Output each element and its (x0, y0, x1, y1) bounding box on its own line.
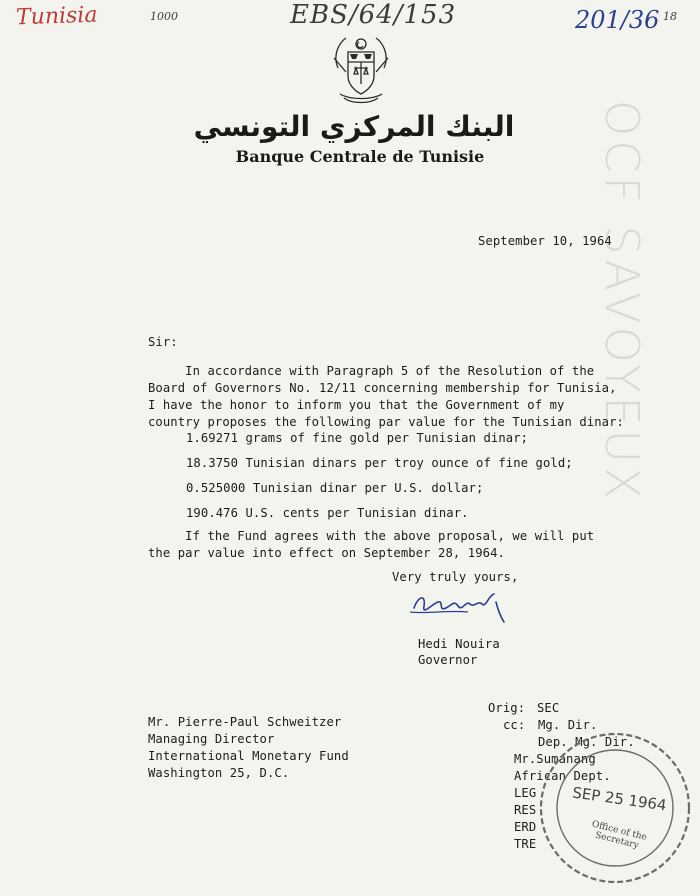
addressee-block (148, 714, 349, 782)
addressee-line: Mr. Pierre-Paul Schweitzer (148, 715, 342, 729)
body-line: I have the honor to inform you that the Government of my (148, 398, 565, 412)
par-value-list (186, 430, 573, 522)
letterhead-french-name: Banque Centrale de Tunisie (235, 147, 485, 166)
handwritten-file-number: 201/36 (575, 6, 660, 34)
handwritten-file-suffix: 18 (663, 10, 677, 23)
signature (408, 586, 518, 626)
orig-value: SEC (537, 701, 560, 715)
received-stamp-office: Office of the Secretary (590, 819, 648, 852)
body-line: country proposes the following par value for the Tunisian dinar: (148, 415, 624, 429)
addressee-line: Managing Director (148, 732, 275, 746)
addressee-line: Washington 25, D.C. (148, 766, 290, 780)
cc-item: TRE (514, 837, 537, 851)
intro-paragraph (148, 363, 624, 431)
handwritten-country-mark: Tunisia (15, 2, 98, 31)
vertical-stamp-text: OCF SAVOYEUX (595, 100, 649, 503)
cc-item: African Dept. (514, 769, 611, 783)
cc-label: cc: (503, 718, 526, 732)
par-value-item: 18.3750 Tunisian dinars per troy ounce of fine gold; (186, 456, 573, 470)
signatory-title: Governor (418, 653, 478, 667)
received-stamp (535, 728, 695, 888)
cc-item: RES (514, 803, 537, 817)
cc-item: Mg. Dir. (538, 718, 598, 732)
closing-paragraph (148, 528, 594, 562)
body-line: the par value into effect on September 28, 1964. (148, 546, 505, 560)
par-value-item: 190.476 U.S. cents per Tunisian dinar. (186, 506, 469, 520)
handwritten-document-number: EBS/64/153 (290, 0, 457, 30)
signatory-name: Hedi Nouira (418, 637, 500, 651)
body-line: In accordance with Paragraph 5 of the Resolution of the (148, 364, 595, 378)
par-value-item: 0.525000 Tunisian dinar per U.S. dollar; (186, 481, 484, 495)
orig-label: Orig: (488, 701, 526, 715)
cc-item: ERD (514, 820, 537, 834)
cc-item: LEG (514, 786, 537, 800)
salutation: Sir: (148, 335, 178, 349)
par-value-item: 1.69271 grams of fine gold per Tunisian dinar; (186, 431, 529, 445)
cc-item: Dep. Mg. Dir. (538, 735, 635, 749)
letterhead-arabic-name: البنك المركزي التونسي (193, 110, 515, 143)
addressee-line: International Monetary Fund (148, 749, 349, 763)
body-line: Board of Governors No. 12/11 concerning membership for Tunisia, (148, 381, 617, 395)
handwritten-small-number: 1000 (150, 10, 178, 23)
cc-item: Mr.Sumanang (514, 752, 596, 766)
body-line: If the Fund agrees with the above proposal, we will put (148, 529, 595, 543)
received-stamp-date: SEP 25 1964 (571, 783, 668, 815)
complimentary-close: Very truly yours, (392, 570, 519, 584)
coat-of-arms-emblem (326, 28, 396, 106)
letter-date: September 10, 1964 (478, 234, 612, 248)
